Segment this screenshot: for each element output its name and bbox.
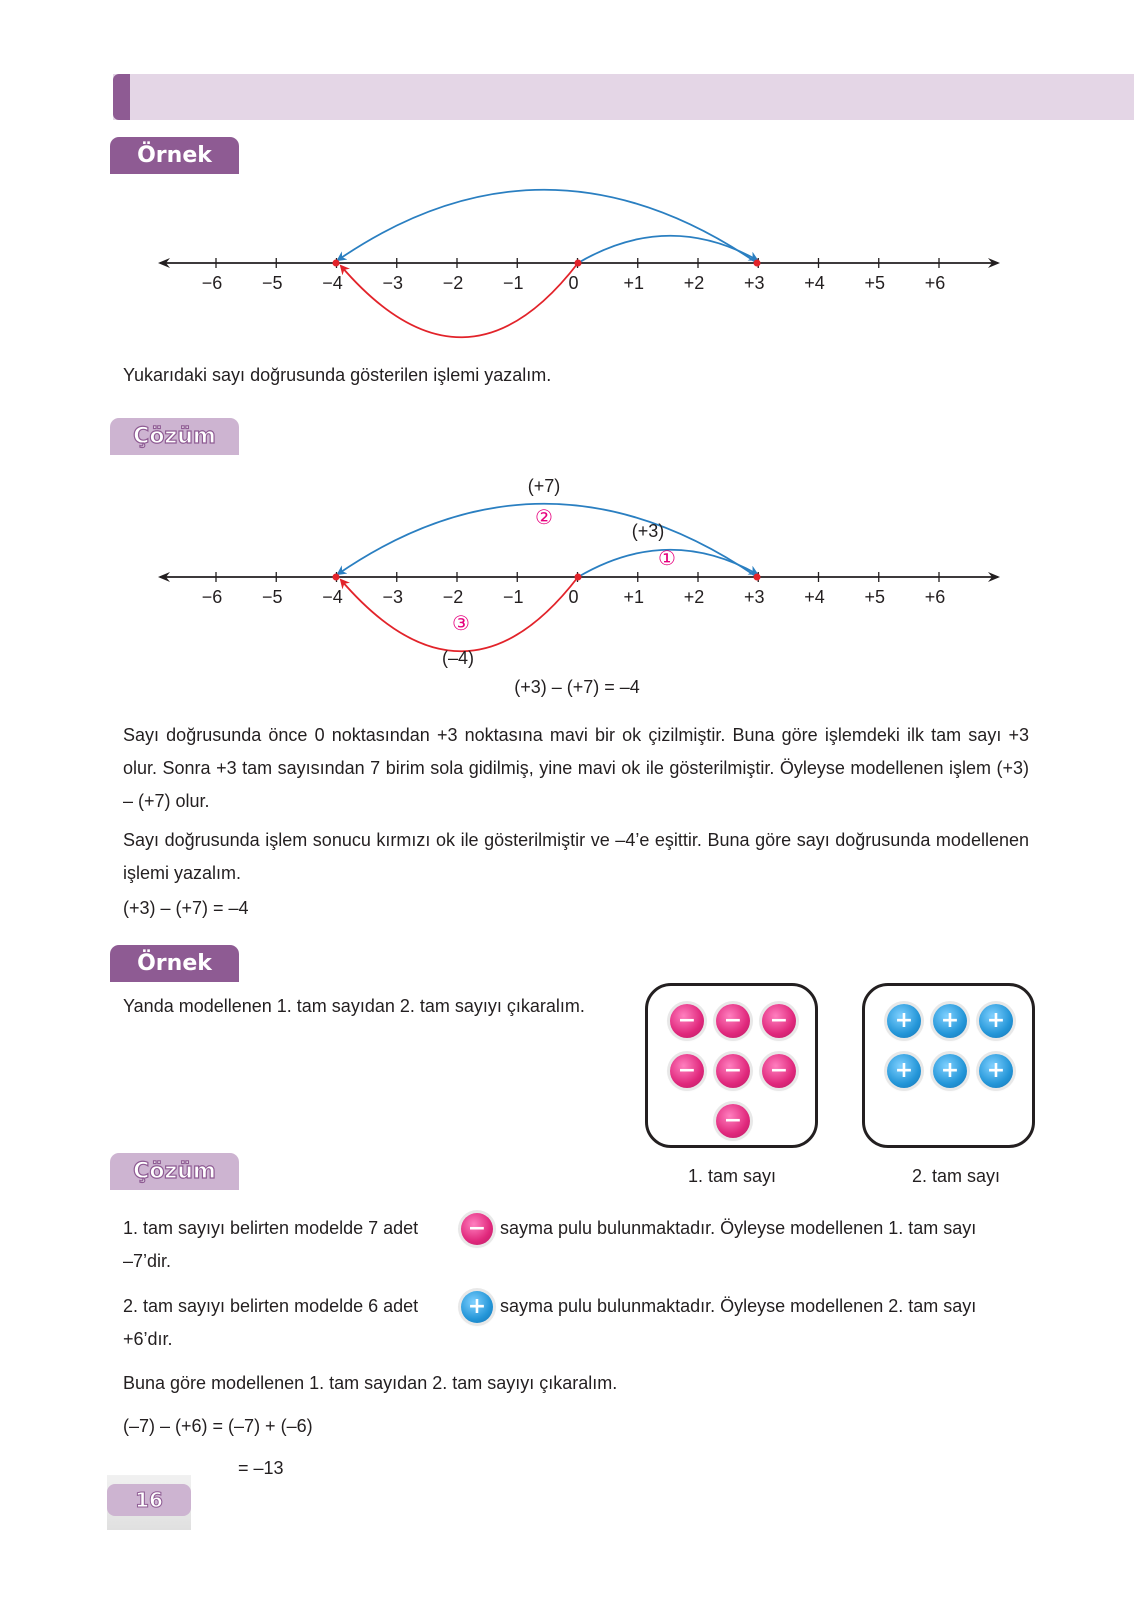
box-second-integer (862, 983, 1035, 1148)
tick-label: −4 (322, 273, 343, 293)
solution1-result: (+3) – (+7) = –4 (123, 898, 249, 918)
solution1-tag: Çözüm (110, 418, 239, 455)
solution2-tag: Çözüm (110, 1153, 239, 1190)
tick-label: 0 (568, 587, 579, 607)
plus-chip-icon: + (887, 1054, 921, 1088)
example1-question: Yukarıdaki sayı doğrusunda gösterilen işlemi yazalım. (123, 365, 552, 385)
tick-label: +2 (683, 587, 705, 607)
tick-label: −3 (382, 587, 404, 607)
tick-label: +6 (924, 273, 946, 293)
minus-chip-icon: − (670, 1004, 704, 1038)
minus-chip-icon: − (762, 1054, 796, 1088)
solution2-line1-c: –7’dir. (123, 1251, 172, 1271)
label-minus4: (–4) (441, 648, 475, 668)
tick-label: −6 (201, 587, 223, 607)
plus-chip-icon: + (887, 1004, 921, 1038)
tick-label: +4 (804, 587, 825, 607)
minus-chip-icon: − (762, 1004, 796, 1038)
minus-chip-icon: − (670, 1054, 704, 1088)
solution2-line2-b: sayma pulu bulunmaktadır. Öyleyse modellenen 2. tam sayı (500, 1296, 977, 1316)
tick-label: +3 (743, 587, 765, 607)
solution2-line2-a: 2. tam sayıyı belirten modelde 6 adet (123, 1296, 419, 1316)
plus-chip-icon: + (979, 1004, 1013, 1038)
tick-label: −1 (502, 587, 524, 607)
minus-chip-icon: − (461, 1213, 493, 1245)
example1-tag: Örnek (110, 137, 239, 174)
example2-question: Yanda modellenen 1. tam sayıdan 2. tam sayıyı çıkaralım. (123, 996, 585, 1016)
tick-label: +1 (623, 273, 645, 293)
solution2-eq1: (–7) – (+6) = (–7) + (–6) (123, 1416, 313, 1436)
box-first-integer (645, 983, 818, 1148)
solution2-line1-a: 1. tam sayıyı belirten modelde 7 adet (123, 1218, 419, 1238)
tick-label: −5 (261, 273, 283, 293)
tick-label: −1 (502, 273, 524, 293)
step2-marker: ② (535, 505, 553, 529)
solution1-para1: Sayı doğrusunda önce 0 noktasından +3 noktasına mavi bir ok çizilmiştir. Buna göre işlemdeki ilk tam sayı +3 olur. Sonra +3 tam sayısından 7 birim sola gidilmiş, yine mavi ok ile gösterilmiştir. Öyleyse modellenen işlem (+3) – (+7) olur. (123, 725, 1029, 811)
solution1-equation: (+3) – (+7) = –4 (514, 677, 640, 697)
example2-tag: Örnek (110, 945, 239, 982)
tick-label: +6 (924, 587, 946, 607)
box2-label: 2. tam sayı (912, 1166, 1001, 1186)
plus-chip-icon: + (933, 1054, 967, 1088)
tick-label: −2 (442, 587, 464, 607)
label-plus7: (+7) (527, 476, 561, 496)
plus-chip-icon: + (933, 1004, 967, 1038)
solution2-eq2: = –13 (238, 1458, 284, 1478)
minus-chip-icon: − (716, 1054, 750, 1088)
label-plus3: (+3) (631, 521, 665, 541)
number-line-2 (0, 0, 1134, 700)
tick-label: −4 (322, 587, 343, 607)
solution2-line1-b: sayma pulu bulunmaktadır. Öyleyse modellenen 1. tam sayı (500, 1218, 977, 1238)
tick-label: +3 (743, 273, 765, 293)
tick-label: −2 (442, 273, 464, 293)
tick-label: −3 (382, 273, 404, 293)
tick-label: +2 (683, 273, 705, 293)
step1-marker: ① (658, 546, 676, 570)
minus-chip-icon: − (716, 1104, 750, 1138)
page-number: 16 (107, 1484, 191, 1516)
tick-label: 0 (568, 273, 579, 293)
plus-chip-icon: + (979, 1054, 1013, 1088)
tick-label: +5 (864, 587, 886, 607)
plus-chip-icon: + (461, 1291, 493, 1323)
tick-label: +1 (623, 587, 645, 607)
tick-label: −5 (261, 587, 283, 607)
solution2-line3: Buna göre modellenen 1. tam sayıdan 2. tam sayıyı çıkaralım. (123, 1373, 618, 1393)
tick-label: +5 (864, 273, 886, 293)
step3-marker: ③ (452, 611, 470, 635)
solution1-para2: Sayı doğrusunda işlem sonucu kırmızı ok ile gösterilmiştir ve –4’e eşittir. Buna göre sayı doğrusunda modellenen işlemi yazalım. (123, 830, 1029, 883)
box1-label: 1. tam sayı (688, 1166, 777, 1186)
solution2-line2-c: +6’dır. (123, 1329, 173, 1349)
tick-label: −6 (201, 273, 223, 293)
tick-label: +4 (804, 273, 825, 293)
minus-chip-icon: − (716, 1004, 750, 1038)
